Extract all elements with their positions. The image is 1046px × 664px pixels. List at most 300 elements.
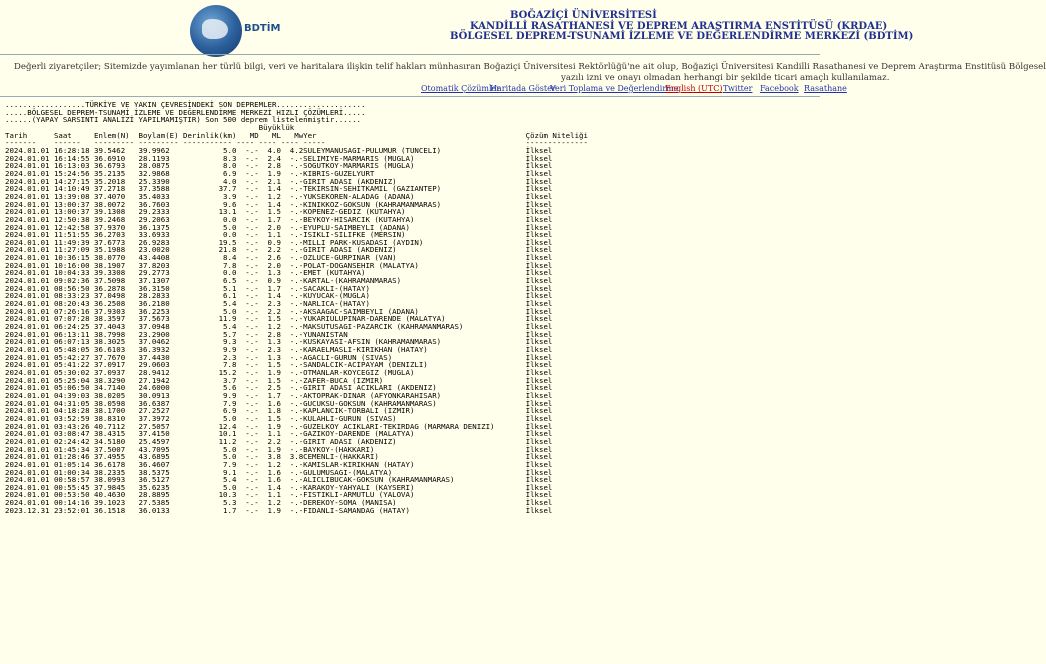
table-cell: İlksel [525, 145, 553, 155]
table-cell: 36.2508 [94, 299, 139, 309]
table-cell: -.- [236, 245, 259, 255]
table-cell: 2024.01.01 [5, 214, 54, 224]
table-cell: 7.9 [183, 398, 237, 408]
table-cell: 10:36:15 [53, 253, 94, 263]
table-cell: İlksel [525, 268, 553, 278]
table-cell: 3.7 [183, 375, 237, 385]
table-cell: 36.4607 [138, 459, 183, 469]
table-cell: 39.9962 [138, 145, 183, 155]
table-cell: 4.2 [280, 145, 304, 155]
header [0, 0, 914, 60]
column-label: ML [258, 130, 281, 140]
table-cell: 13:39:08 [53, 191, 94, 201]
table-cell: 36.6103 [94, 345, 139, 354]
table-cell: 2024.01.01 [5, 253, 54, 263]
table-cell: 1.3 [258, 337, 281, 347]
table-cell: 2.4 [258, 153, 281, 163]
table-cell: KINIKKOZ-GOKSUN (KAHRAMANMARAS) [303, 199, 526, 209]
table-cell: İlksel [525, 482, 553, 492]
table-cell: 38.0072 [94, 199, 139, 209]
table-cell: İlksel [525, 176, 553, 186]
table-cell: İlksel [525, 191, 553, 201]
table-cell: 1.5 [258, 207, 281, 217]
table-cell: 27.5385 [138, 498, 183, 508]
table-cell: GULUMUSAGI-(MALATYA) [303, 467, 526, 477]
table-cell: 5.0 [183, 306, 237, 316]
table-cell: 28.1193 [138, 153, 183, 163]
table-cell: -.- [236, 383, 259, 393]
column-separator: ------- ------ --------- --------- ----------- ---- ---- ---- ----- -------------- [5, 138, 588, 148]
table-cell: MILLI PARK-KUSADASI (AYDIN) [303, 237, 526, 247]
table-cell: 37.7670 [94, 352, 139, 362]
table-cell: -.- [280, 306, 304, 316]
table-cell: GIRIT ADASI (AKDENIZ) [303, 245, 526, 255]
table-cell: 9.1 [183, 467, 237, 477]
table-cell: 2024.01.01 [5, 168, 54, 178]
table-cell: 2024.01.01 [5, 283, 54, 293]
table-cell: -.- [236, 253, 259, 263]
table-cell: 36.6793 [94, 161, 139, 171]
table-cell: İlksel [525, 390, 553, 400]
table-cell: İlksel [525, 475, 553, 485]
table-cell: 13:00:37 [53, 207, 94, 217]
table-cell: 11:49:39 [53, 237, 94, 247]
table-cell: 2.2 [258, 245, 281, 255]
table-cell: İlksel [525, 429, 553, 439]
copyright-notice [14, 62, 1046, 84]
table-cell: 11.9 [183, 314, 237, 324]
table-cell: YUKARIULUPINAR-DARENDE (MALATYA) [303, 314, 526, 324]
table-cell: 34.5180 [94, 436, 139, 446]
table-cell: -.- [236, 184, 259, 194]
table-cell: GAZIKOY-DARENDE (MALATYA) [303, 429, 526, 439]
column-label: Boylam(E) [138, 130, 183, 140]
table-cell: -.- [236, 467, 259, 477]
table-cell: 0.0 [183, 214, 237, 224]
table-cell: 38.0770 [94, 253, 139, 263]
column-label: MD [236, 130, 259, 140]
table-cell: 43.7095 [138, 444, 183, 454]
table-cell: 37.7 [183, 184, 237, 194]
table-cell: 12:50:38 [53, 214, 94, 224]
table-cell: 11:27:09 [53, 245, 94, 255]
center-name: BÖLGESEL DEPREM-TSUNAMİ İZLEME VE DEĞERLENDİRME MERKEZİ (BDTİM) [450, 31, 914, 42]
table-cell: -.- [280, 245, 304, 255]
column-label: Mw [280, 130, 304, 140]
table-cell: İlksel [525, 444, 553, 454]
table-cell: 37.2718 [94, 184, 139, 194]
table-cell: 36.2703 [94, 230, 139, 240]
table-cell: 37.0498 [94, 291, 139, 301]
table-cell: -.- [236, 436, 259, 446]
table-cell: -.- [280, 383, 304, 393]
table-cell: -.- [280, 337, 304, 347]
table-cell: İlksel [525, 253, 553, 263]
table-cell: 03:52:59 [53, 413, 94, 423]
table-cell: -.- [236, 268, 259, 278]
table-cell: İlksel [525, 161, 553, 171]
table-cell: 5.0 [183, 482, 237, 492]
table-cell: 12:42:58 [53, 222, 94, 232]
table-cell: 5.7 [183, 329, 237, 339]
table-cell: -.- [280, 207, 304, 217]
table-cell: 9.9 [183, 390, 237, 400]
table-cell: 2024.01.01 [5, 406, 54, 416]
table-cell: 9.9 [183, 345, 237, 354]
table-cell: 10.1 [183, 429, 237, 439]
table-cell: 24.6000 [138, 383, 183, 393]
table-cell: 5.0 [183, 145, 237, 155]
table-cell: 26.9283 [138, 237, 183, 247]
table-cell: FISTIKLI-ARMUTLU (YALOVA) [303, 490, 526, 500]
table-cell: 00:55:45 [53, 482, 94, 492]
table-cell: 04:18:28 [53, 406, 94, 416]
table-cell: İlksel [525, 222, 553, 232]
table-cell: 36.2180 [138, 299, 183, 309]
table-cell: İlksel [525, 329, 553, 339]
table-cell: -.- [236, 367, 259, 377]
table-cell: 5.0 [183, 222, 237, 232]
table-cell: -.- [236, 413, 259, 423]
table-cell: 2.1 [258, 176, 281, 186]
column-label: Tarih [5, 130, 54, 140]
table-cell: -.- [280, 314, 304, 324]
table-cell: 38.3597 [94, 314, 139, 324]
table-cell: 9.6 [183, 199, 237, 209]
table-cell: 2024.01.01 [5, 276, 54, 286]
table-cell: 32.9868 [138, 168, 183, 178]
table-cell: 1.5 [258, 360, 281, 370]
table-row[interactable] [5, 506, 552, 515]
table-cell: İlksel [525, 337, 553, 347]
table-cell: KARAKOY-YAHYALI (KAYSERI) [303, 482, 526, 492]
table-cell: 1.9 [258, 444, 281, 454]
table-cell: 00:58:57 [53, 475, 94, 485]
table-cell: KAMISLAR-KIRIKHAN (HATAY) [303, 459, 526, 469]
table-cell: 36.6178 [94, 459, 139, 469]
table-cell: İlksel [525, 153, 553, 163]
table-cell: 2.3 [258, 299, 281, 309]
table-cell: 37.0462 [138, 337, 183, 347]
table-cell: 2.0 [258, 260, 281, 270]
table-cell: AKTOPRAK-DINAR (AFYONKARAHISAR) [303, 390, 526, 400]
table-cell: İlksel [525, 436, 553, 446]
table-cell: 06:24:25 [53, 322, 94, 332]
table-cell: 38.7998 [94, 329, 139, 339]
nav-rasathane[interactable]: Rasathane [804, 84, 847, 93]
table-cell: 37.1307 [138, 276, 183, 286]
table-cell: -.- [236, 237, 259, 247]
table-cell: 2.0 [258, 222, 281, 232]
table-cell: 35.2018 [94, 176, 139, 186]
table-cell: 4.0 [183, 176, 237, 186]
magnitude-group-header: Büyüklük [5, 122, 295, 132]
table-cell: 2024.01.01 [5, 390, 54, 400]
table-cell: 2024.01.01 [5, 452, 54, 462]
nav-english-utc[interactable]: English (UTC) [665, 84, 723, 93]
table-cell: 39.1308 [94, 207, 139, 217]
table-cell: 13:00:37 [53, 199, 94, 209]
bdtim-logo[interactable] [190, 5, 242, 57]
table-cell: -.- [280, 222, 304, 232]
table-cell: 01:05:14 [53, 459, 94, 469]
table-cell: KUYUCAK-(MUGLA) [303, 291, 526, 301]
table-cell: -.- [236, 337, 259, 347]
table-cell: 37.5007 [94, 444, 139, 454]
table-cell: İlksel [525, 245, 553, 255]
table-cell: 01:28:46 [53, 452, 94, 462]
table-cell: 1.9 [258, 505, 281, 515]
table-cell: 07:07:28 [53, 314, 94, 324]
table-cell: 2024.01.01 [5, 436, 54, 446]
table-cell: 1.7 [183, 505, 237, 515]
table-cell: -.- [236, 498, 259, 508]
table-cell: 28.2833 [138, 291, 183, 301]
table-cell: 35.4033 [138, 191, 183, 201]
table-cell: 23.2900 [138, 329, 183, 339]
table-cell: 2024.01.01 [5, 498, 54, 508]
table-cell: 2024.01.01 [5, 490, 54, 500]
table-cell: 1.1 [258, 490, 281, 500]
table-cell: 27.1942 [138, 375, 183, 385]
table-cell: 2024.01.01 [5, 161, 54, 171]
table-cell: 5.1 [183, 283, 237, 293]
table-cell: 2024.01.01 [5, 153, 54, 163]
table-cell: -.- [280, 184, 304, 194]
table-cell: -.- [236, 429, 259, 439]
column-label: Enlem(N) [94, 130, 139, 140]
table-cell: 38.0205 [94, 390, 139, 400]
table-cell: 09:02:36 [53, 276, 94, 286]
table-cell: -.- [236, 222, 259, 232]
table-cell: -.- [236, 306, 259, 316]
table-cell: -.- [236, 276, 259, 286]
table-cell: -.- [280, 467, 304, 477]
table-cell: 37.0937 [94, 367, 139, 377]
table-cell: 1.4 [258, 291, 281, 301]
table-cell: -.- [236, 406, 259, 416]
table-cell: 10:16:00 [53, 260, 94, 270]
table-cell: 1.4 [258, 199, 281, 209]
table-cell: 28.9412 [138, 367, 183, 377]
table-cell: İlksel [525, 398, 553, 408]
table-cell: 37.6773 [94, 237, 139, 247]
table-cell: OZLUCE-GURPINAR (VAN) [303, 253, 526, 263]
table-cell: 2024.01.01 [5, 337, 54, 347]
table-cell: 29.2773 [138, 268, 183, 278]
table-cell: 2.2 [258, 436, 281, 446]
table-cell: 2024.01.01 [5, 375, 54, 385]
table-cell: -.- [280, 475, 304, 485]
table-cell: 38.0993 [94, 475, 139, 485]
nav-data-collection[interactable]: Veri Toplama ve Değerlendirme [550, 84, 679, 93]
table-cell: 1.2 [258, 459, 281, 469]
table-cell: İlksel [525, 345, 553, 354]
table-cell: 6.5 [183, 276, 237, 286]
table-cell: İlksel [525, 306, 553, 316]
table-cell: AKSAAGAC-SAIMBEYLI (ADANA) [303, 306, 526, 316]
table-cell: 06:07:13 [53, 337, 94, 347]
table-cell: -.- [236, 475, 259, 485]
table-cell: -.- [280, 161, 304, 171]
table-cell: GIRIT ADASI ACIKLARI (AKDENIZ) [303, 383, 526, 393]
table-cell: 8.3 [183, 153, 237, 163]
table-cell: 2.3 [183, 352, 237, 362]
table-cell: İlksel [525, 383, 553, 393]
table-cell: -.- [236, 153, 259, 163]
table-cell: 21.8 [183, 245, 237, 255]
table-cell: 05:48:05 [53, 345, 94, 354]
table-cell: İlksel [525, 237, 553, 247]
table-cell: 1.7 [258, 390, 281, 400]
table-cell: -.- [280, 498, 304, 508]
table-cell: ZAFER-BUCA (IZMIR) [303, 375, 526, 385]
table-cell: -.- [236, 421, 259, 431]
table-cell: -.- [236, 360, 259, 370]
table-cell: İlksel [525, 490, 553, 500]
table-cell: 05:30:02 [53, 367, 94, 377]
table-cell: -.- [280, 191, 304, 201]
table-cell: -.- [236, 283, 259, 293]
table-cell: 1.3 [258, 268, 281, 278]
table-cell: 2024.01.01 [5, 291, 54, 301]
table-cell: 01:45:34 [53, 444, 94, 454]
table-cell: 37.3588 [138, 184, 183, 194]
table-cell: -.- [236, 168, 259, 178]
table-cell: MAKSUTUSAGI-PAZARCIK (KAHRAMANMARAS) [303, 322, 526, 332]
table-cell: -.- [280, 214, 304, 224]
table-cell: 3.9 [183, 191, 237, 201]
table-cell: 2024.01.01 [5, 222, 54, 232]
table-cell: -.- [280, 429, 304, 439]
table-cell: 05:25:04 [53, 375, 94, 385]
notice-line-2: yazılı izni ve onayı olmadan herhangi bir şekilde ticari amaçlı kullanılamaz. [561, 73, 890, 83]
table-cell: 29.0603 [138, 360, 183, 370]
table-cell: SOGUTKOY-MARMARIS (MUGLA) [303, 161, 526, 171]
table-cell: 2.3 [258, 345, 281, 354]
table-cell: -.- [236, 398, 259, 408]
table-cell: 40.7112 [94, 421, 139, 431]
table-cell: -.- [280, 176, 304, 186]
table-cell: 6.1 [183, 291, 237, 301]
table-cell: -.- [280, 367, 304, 377]
table-cell: 36.1518 [94, 505, 139, 515]
table-cell: -.- [280, 268, 304, 278]
table-cell: -.- [280, 390, 304, 400]
table-cell: 03:43:26 [53, 421, 94, 431]
table-cell: 3.8 [280, 452, 304, 462]
nav-facebook[interactable]: Facebook [760, 84, 799, 93]
table-cell: -.- [280, 406, 304, 416]
table-cell: 00:14:16 [53, 498, 94, 508]
table-cell: -.- [236, 176, 259, 186]
table-cell: 0.9 [258, 276, 281, 286]
table-cell: -.- [236, 352, 259, 362]
table-cell: 2024.01.01 [5, 268, 54, 278]
globe-icon [202, 19, 228, 39]
table-cell: -.- [236, 161, 259, 171]
table-cell: 6.9 [183, 168, 237, 178]
table-cell: 2024.01.01 [5, 306, 54, 316]
table-cell: 15.2 [183, 367, 237, 377]
table-cell: -.- [280, 299, 304, 309]
table-cell: 02:24:42 [53, 436, 94, 446]
institute-name: KANDİLLİ RASATHANESİ VE DEPREM ARAŞTIRMA ENSTİTÜSÜ (KRDAE) [470, 20, 888, 32]
table-cell: 05:06:50 [53, 383, 94, 393]
table-cell: FIDANLI-SAMANDAG (HATAY) [303, 505, 526, 515]
table-cell: -.- [280, 283, 304, 293]
table-cell: -.- [236, 490, 259, 500]
table-cell: POLAT-DOGANSEHIR (MALATYA) [303, 260, 526, 270]
list-heading-2: .....BÖLGESEL DEPREM-TSUNAMİ İZLEME VE DEĞERLENDİRME MERKEZİ HIZLI ÇÖZÜMLERİ..... [5, 107, 366, 117]
table-cell: -.- [280, 398, 304, 408]
table-cell: 14:27:15 [53, 176, 94, 186]
table-cell: -.- [280, 421, 304, 431]
table-cell: 11:51:55 [53, 230, 94, 240]
table-cell: İlksel [525, 276, 553, 286]
table-cell: 38.0598 [94, 398, 139, 408]
table-cell: -.- [236, 299, 259, 309]
table-cell: 2024.01.01 [5, 444, 54, 454]
table-cell: 25.3390 [138, 176, 183, 186]
table-cell: 01:00:34 [53, 467, 94, 477]
table-cell: 1.3 [258, 352, 281, 362]
table-cell: 37.0917 [94, 360, 139, 370]
table-cell: İlksel [525, 283, 553, 293]
nav-automatic-solutions[interactable]: Otomatik Çözümler [421, 84, 501, 93]
table-cell: 1.5 [258, 375, 281, 385]
nav-twitter[interactable]: Twitter [723, 84, 753, 93]
table-cell: -.- [280, 459, 304, 469]
table-cell: 23:52:01 [53, 505, 94, 515]
table-cell: İlksel [525, 467, 553, 477]
table-cell: 9.3 [183, 337, 237, 347]
table-cell: -.- [280, 237, 304, 247]
table-cell: 2024.01.01 [5, 237, 54, 247]
table-cell: 35.1988 [94, 245, 139, 255]
table-cell: 36.5127 [138, 475, 183, 485]
table-cell: 2023.12.31 [5, 505, 54, 515]
table-cell: 05:41:22 [53, 360, 94, 370]
table-cell: 4.0 [258, 145, 281, 155]
table-cell: 33.6933 [138, 230, 183, 240]
table-cell: 36.1375 [138, 222, 183, 232]
table-cell: 2024.01.01 [5, 207, 54, 217]
table-cell: 2024.01.01 [5, 191, 54, 201]
table-cell: 39.1023 [94, 498, 139, 508]
table-cell: 12.4 [183, 421, 237, 431]
table-cell: NARLICA-(HATAY) [303, 299, 526, 309]
table-cell: 7.8 [183, 360, 237, 370]
table-cell: GIRIT ADASI (AKDENIZ) [303, 436, 526, 446]
nav-divider [0, 96, 820, 97]
table-cell: 1.2 [258, 498, 281, 508]
table-cell: İlksel [525, 199, 553, 209]
table-cell: 04:31:05 [53, 398, 94, 408]
table-cell: 27.5057 [138, 421, 183, 431]
table-cell: 43.6895 [138, 452, 183, 462]
table-cell: 1.5 [258, 314, 281, 324]
table-cell: -.- [236, 444, 259, 454]
table-cell: -.- [280, 360, 304, 370]
table-cell: 5.6 [183, 383, 237, 393]
table-cell: 39.5462 [94, 145, 139, 155]
table-cell: -.- [236, 459, 259, 469]
table-cell: -.- [236, 329, 259, 339]
table-cell: OTMANLAR-KOYCEGIZ (MUGLA) [303, 367, 526, 377]
nav-show-on-map[interactable]: Haritada Göster [490, 84, 556, 93]
table-cell: İlksel [525, 413, 553, 423]
